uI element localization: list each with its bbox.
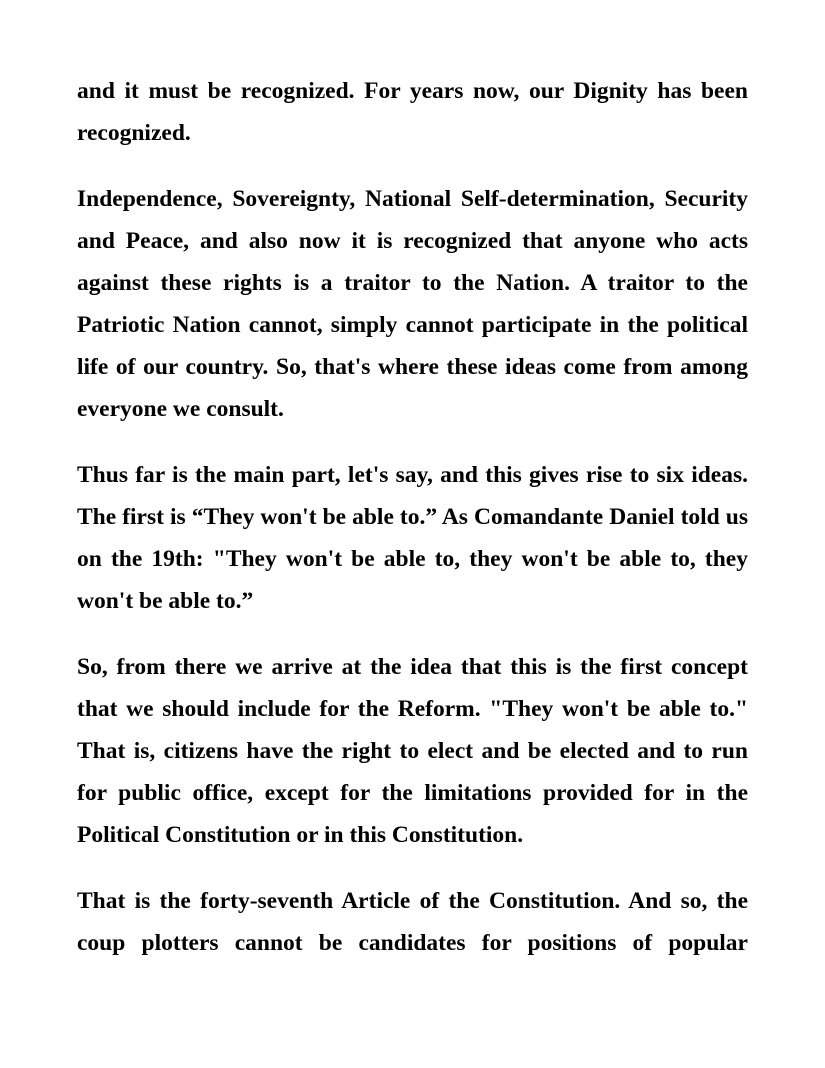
paragraph-4: So, from there we arrive at the idea that this is the first concept that we should include for the Reform. "They won't be able to." That is, citizens have the right to elect and be elected and to run for public office, except for the limitations provided for in the Political Constitution or in this Constitution. [77, 654, 748, 848]
paragraph-5: That is the forty-seventh Article of the Constitution. And so, the coup plotters cannot be candidates for positions of popular [77, 888, 748, 956]
paragraph-1: and it must be recognized. For years now, our Dignity has been recognized. [77, 78, 748, 146]
paragraph-2: Independence, Sovereignty, National Self-determination, Security and Peace, and also now it is recognized that anyone who acts against these rights is a traitor to the Nation. A traitor to the Patriotic Nation cannot, simply cannot participate in the political life of our country. So, that's where these ideas come from among everyone we consult. [77, 186, 748, 422]
paragraph-3: Thus far is the main part, let's say, and this gives rise to six ideas. The first is “They won't be able to.” As Comandante Daniel told us on the 19th: "They won't be able to, they won't be able to, they won't be able to.” [77, 462, 748, 614]
document-page [77, 70, 748, 988]
